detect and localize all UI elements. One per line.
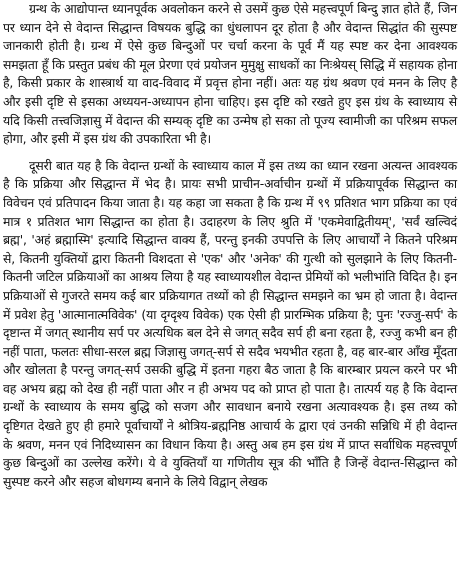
paragraph-2: दूसरी बात यह है कि वेदान्त ग्रन्थों के स्वाध्याय काल में इस तथ्य का ध्यान रखना अत्यन्त आवश्यक है कि प्रक्रिया और सिद्धान्त में भेद है। प्रायः सभी प्राचीन-अर्वाचीन ग्रन्थों में प्रक्रियापूर्वक सिद्धान्त का विवेचन एवं प्रतिपादन किया जाता है। यह कहा जा सकता है कि ग्रन्थ में ९९ प्रतिशत भाग प्रक्रिया का एवं मात्र १ प्रतिशत भाग सिद्धान्त का होता है। उदाहरण के लिए श्रुति में 'एकमेवाद्वितीयम्', 'सर्वं खल्विदं ब्रह्म', 'अहं ब्रह्मास्मि' इत्यादि सिद्धान्त वाक्य हैं, परन्तु इनकी उपपत्ति के लिए आचार्यों ने कितने परिश्रम से, कितनी युक्तियों द्वारा कितनी विशदता से 'एक' और 'अनेक' की गुत्थी को सुलझाने के लिए कितनी-कितनी जटिल प्रक्रियाओं का आश्रय लिया है यह स्वाध्यायशील वेदान्त प्रेमियों को भलीभांति विदित है। इन प्रक्रियाओं से गुजरते समय कई बार प्रक्रियागत तथ्यों को ही सिद्धान्त समझने का भ्रम हो जाता है। वेदान्त में प्रवेश हेतु 'आत्मानात्मविवेक' (या दृग्दृश्य विवेक) एक ऐसी ही प्रारम्भिक प्रक्रिया है; पुनः 'रज्जु-सर्प' के दृष्टान्त में जगत् स्थानीय सर्प पर अत्यधिक बल देने से जगत् सदैव सर्प ही बना रहता है, रज्जु कभी बन ही नहीं पाता, फलतः सीधा-सरल ब्रह्म जिज्ञासु जगत्-सर्प से सदैव भयभीत रहता है, वह बार-बार आँख मूँदता और खोलता है परन्तु जगत्-सर्प उसकी बुद्धि में इतना गहरा बैठ जाता है कि बारम्बार प्रयत्न करने पर भी वह अभय ब्रह्म को देख ही नहीं पाता और न ही अभय पद को प्राप्त हो पाता है। तात्पर्य यह है कि वेदान्त ग्रन्थों के स्वाध्याय के समय बुद्धि को सजग और सावधान बनाये रखना अत्यावश्यक है। इस तथ्य को दृष्टिगत देखते हुए ही हमारे पूर्वाचार्यों ने श्रोत्रिय-ब्रह्मनिष्ठ आचार्य के द्वारा एवं उनकी सन्निधि में ही वेदान्त के श्रवण, मनन एवं निदिध्यासन का विधान किया है। अस्तु अब हम इस ग्रंथ में प्राप्त सर्वाधिक महत्त्वपूर्ण कुछ बिन्दुओं का उल्लेख करेंगे। ये वे युक्तियाँ या गणितीय सूत्र की भाँति है जिन्हें वेदान्त-सिद्धान्त को सुस्पष्ट करने और सहज बोधगम्य बनाने के लिये विद्वान् लेखक [3,157,457,489]
paragraph-1: ग्रन्थ के आद्योपान्त ध्यानपूर्वक अवलोकन करने से उसमें कुछ ऐसे महत्त्वपूर्ण बिन्दु ज्ञात होते हैं, जिन पर ध्यान देने से वेदान्त सिद्धान्त विषयक बुद्धि का धुंधलापन दूर होता है और वेदान्त सिद्धांत की सुस्पष्ट जानकारी होती है। ग्रन्थ में ऐसे कुछ बिन्दुओं पर चर्चा करना के पूर्व मैं यह स्पष्ट कर देना आवश्यक समझता हूँ कि प्रस्तुत प्रबंध की मूल प्रेरणा एवं प्रयोजन मुमुक्षु साधकों का निःश्रेयस् सिद्धि में सहायक होना है, किसी प्रकार के शास्त्रार्थ या वाद-विवाद में प्रवृत्त होना नहीं। अतः यह ग्रंथ श्रवण एवं मनन के लिए है और इसी दृष्टि से इसका अध्ययन-अध्यापन होना चाहिए। इस दृष्टि को रखते हुए इस ग्रंथ के स्वाध्याय से यदि किसी तत्त्वजिज्ञासु में वेदान्त की सम्यक् दृष्टि का उन्मेष हो सका तो पूज्य स्वामीजी का परिश्रम सफल होगा, और इसी में इस ग्रंथ की उपकारिता भी है। [3,1,457,147]
